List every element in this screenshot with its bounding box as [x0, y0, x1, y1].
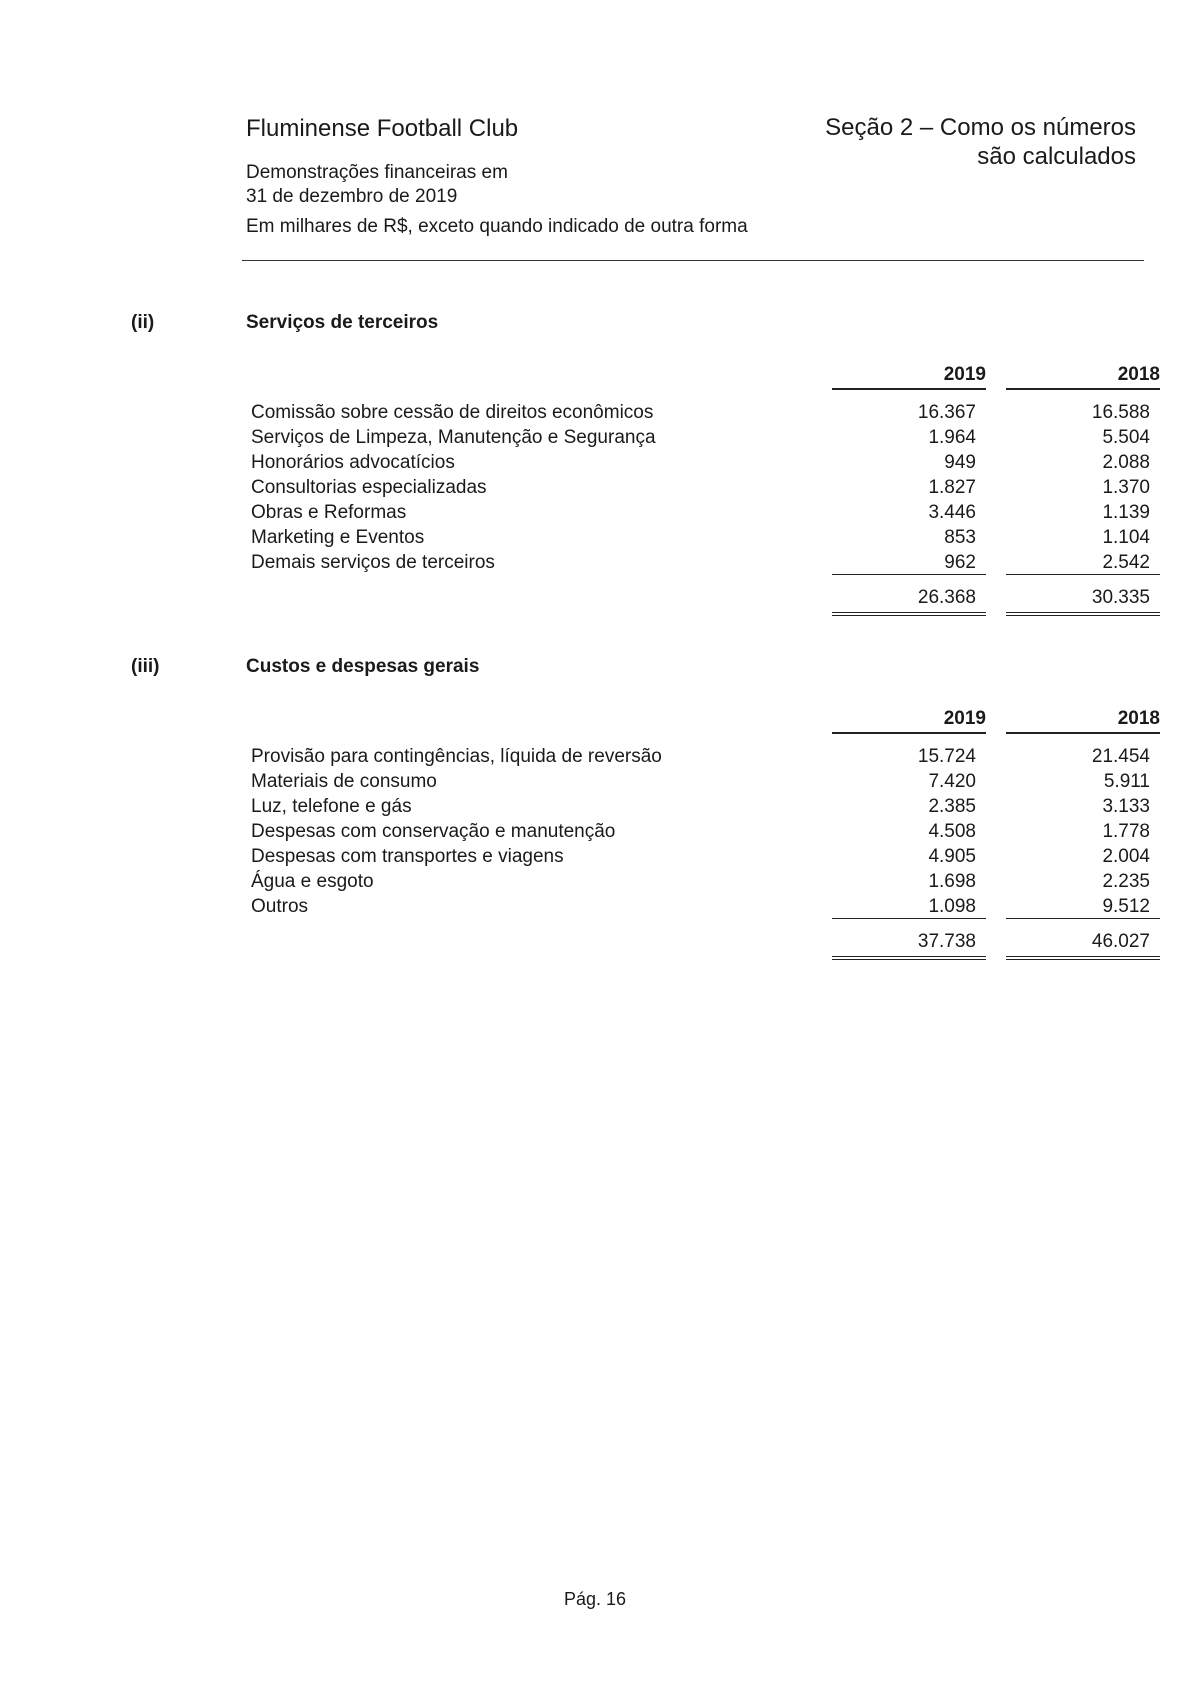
year-header-2019: 2019: [832, 364, 986, 390]
total-double-rule-2018: [1006, 612, 1160, 616]
table-cell-2019: 15.724: [917, 746, 976, 767]
statement-title: [246, 161, 766, 209]
total-2018: 46.027: [1091, 931, 1150, 952]
subtotal-rule-2018: [1006, 918, 1160, 919]
table-cell-2018: 16.588: [1091, 402, 1150, 423]
statement-title-line2: 31 de dezembro de 2019: [246, 186, 458, 207]
table-cell-2019: 1.827: [928, 477, 976, 498]
section-heading: [716, 113, 1136, 171]
table-cell-2018: 1.370: [1102, 477, 1150, 498]
table-cell-2018: 5.504: [1102, 427, 1150, 448]
section-title: Serviços de terceiros: [246, 312, 439, 333]
total-2019: 37.738: [917, 931, 976, 952]
table-cell-2018: 1.778: [1102, 821, 1150, 842]
total-double-rule-2019: [832, 956, 986, 960]
company-name: Fluminense Football Club: [246, 115, 519, 142]
section-title: Custos e despesas gerais: [246, 656, 480, 677]
units-note: Em milhares de R$, exceto quando indicado de outra forma: [246, 216, 748, 237]
total-2018: 30.335: [1091, 587, 1150, 608]
statement-title-line1: Demonstrações financeiras em: [246, 162, 508, 183]
table-cell-2019: 1.098: [928, 896, 976, 917]
section-number: (iii): [131, 656, 160, 677]
table-row-label: Marketing e Eventos: [251, 527, 425, 548]
subtotal-rule-2019: [832, 574, 986, 575]
year-header-2019: 2019: [832, 708, 986, 734]
table-row-label: Consultorias especializadas: [251, 477, 487, 498]
year-header-2018: 2018: [1006, 708, 1160, 734]
table-cell-2019: 4.905: [928, 846, 976, 867]
table-cell-2018: 2.235: [1102, 871, 1150, 892]
table-cell-2019: 4.508: [928, 821, 976, 842]
table-cell-2018: 1.139: [1102, 502, 1150, 523]
year-header-2018: 2018: [1006, 364, 1160, 390]
table-cell-2019: 7.420: [928, 771, 976, 792]
table-cell-2019: 853: [944, 527, 976, 548]
table-cell-2018: 9.512: [1102, 896, 1150, 917]
table-cell-2019: 16.367: [917, 402, 976, 423]
table-cell-2018: 2.088: [1102, 452, 1150, 473]
table-cell-2018: 2.004: [1102, 846, 1150, 867]
table-cell-2019: 1.698: [928, 871, 976, 892]
table-row-label: Serviços de Limpeza, Manutenção e Segurança: [251, 427, 656, 448]
table-row-label: Provisão para contingências, líquida de reversão: [251, 746, 662, 767]
total-double-rule-2018: [1006, 956, 1160, 960]
total-double-rule-2019: [832, 612, 986, 616]
subtotal-rule-2019: [832, 918, 986, 919]
section-heading-line1: Seção 2 – Como os números: [825, 114, 1136, 141]
table-cell-2018: 5.911: [1103, 771, 1150, 792]
table-row-label: Água e esgoto: [251, 871, 374, 892]
total-2019: 26.368: [917, 587, 976, 608]
table-cell-2018: 21.454: [1091, 746, 1150, 767]
header-divider: [242, 260, 1144, 261]
table-cell-2019: 3.446: [928, 502, 976, 523]
subtotal-rule-2018: [1006, 574, 1160, 575]
table-cell-2018: 3.133: [1102, 796, 1150, 817]
table-row-label: Demais serviços de terceiros: [251, 552, 495, 573]
table-row-label: Outros: [251, 896, 309, 917]
table-row-label: Materiais de consumo: [251, 771, 437, 792]
document-header: [246, 113, 766, 239]
section-number: (ii): [131, 312, 155, 333]
table-row-label: Obras e Reformas: [251, 502, 407, 523]
table-cell-2019: 1.964: [928, 427, 976, 448]
table-row-label: Despesas com conservação e manutenção: [251, 821, 616, 842]
table-row-label: Luz, telefone e gás: [251, 796, 412, 817]
table-row-label: Comissão sobre cessão de direitos econômicos: [251, 402, 654, 423]
table-cell-2018: 2.542: [1102, 552, 1150, 573]
table-row-label: Honorários advocatícios: [251, 452, 455, 473]
table-cell-2019: 962: [944, 552, 976, 573]
table-row-label: Despesas com transportes e viagens: [251, 846, 564, 867]
table-cell-2018: 1.104: [1102, 527, 1150, 548]
section-heading-line2: são calculados: [977, 143, 1136, 170]
table-cell-2019: 2.385: [928, 796, 976, 817]
table-cell-2019: 949: [944, 452, 976, 473]
page-number: Pág. 16: [563, 1589, 627, 1609]
